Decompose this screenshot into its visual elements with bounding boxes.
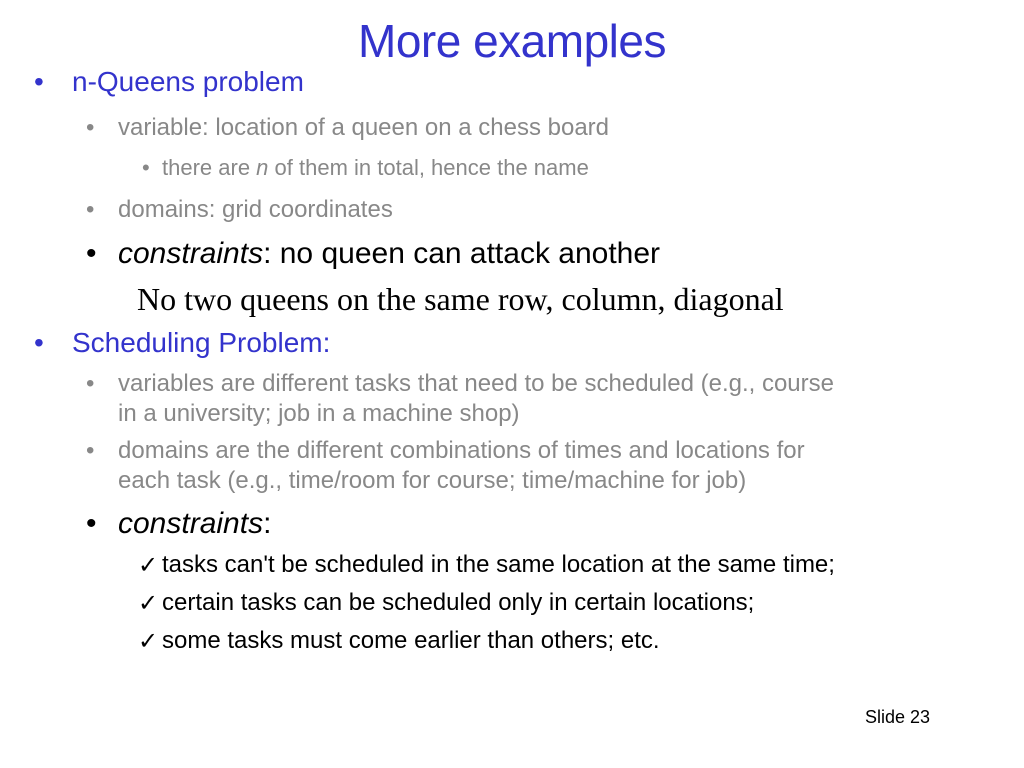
bullet-text: there are n of them in total, hence the name [162,155,589,180]
sub-bullet-domains [86,196,393,224]
bullet-icon: • [86,237,97,270]
bullet-icon: • [86,370,95,397]
checkmark-icon: ✓ [138,552,159,579]
checkmark-icon: ✓ [138,628,159,655]
sub-sub-bullet-there-are-n [142,155,589,181]
bullet-icon: • [86,507,97,540]
sub-bullet-scheduling-domains [86,437,805,494]
slide-title: More examples [358,15,666,67]
bullet-text: n-Queens problem [72,66,304,97]
check-item [138,627,660,656]
bullet-text: variable: location of a queen on a chess board [118,114,610,141]
check-item [138,551,835,580]
bullet-icon: • [86,437,95,464]
check-item-text: tasks can't be scheduled in the same location at the same time; [162,551,835,578]
bullet-icon: • [142,155,150,180]
slide-number: Slide 23 [865,707,931,727]
bullet-icon: • [86,196,95,223]
bullet-icon: • [34,66,44,97]
bullet-text-line1: variables are different tasks that need to be scheduled (e.g., course [118,370,834,397]
bullet-scheduling [34,327,331,359]
bullet-icon: • [34,327,44,358]
sub-bullet-variable [86,114,610,142]
constraint-note: No two queens on the same row, column, diagonal [137,281,784,317]
bullet-icon: • [86,114,95,141]
check-item-text: some tasks must come earlier than others; etc. [162,627,660,654]
bullet-text-line1: domains are the different combinations of times and locations for [118,437,805,464]
bullet-text: domains: grid coordinates [118,196,393,223]
bullet-text-line2: in a university; job in a machine shop) [118,400,520,427]
bullet-text: constraints: [118,507,272,540]
checkmark-icon: ✓ [138,590,159,617]
sub-bullet-constraints-scheduling [86,507,272,541]
bullet-text: Scheduling Problem: [72,327,331,358]
check-item [138,589,755,618]
sub-bullet-scheduling-variables [86,370,834,427]
sub-bullet-constraints-queens [86,237,661,271]
check-item-text: certain tasks can be scheduled only in certain locations; [162,589,755,616]
bullet-text-line2: each task (e.g., time/room for course; time/machine for job) [118,467,747,494]
bullet-text: constraints: no queen can attack another [118,237,661,270]
bullet-n-queens [34,66,304,98]
